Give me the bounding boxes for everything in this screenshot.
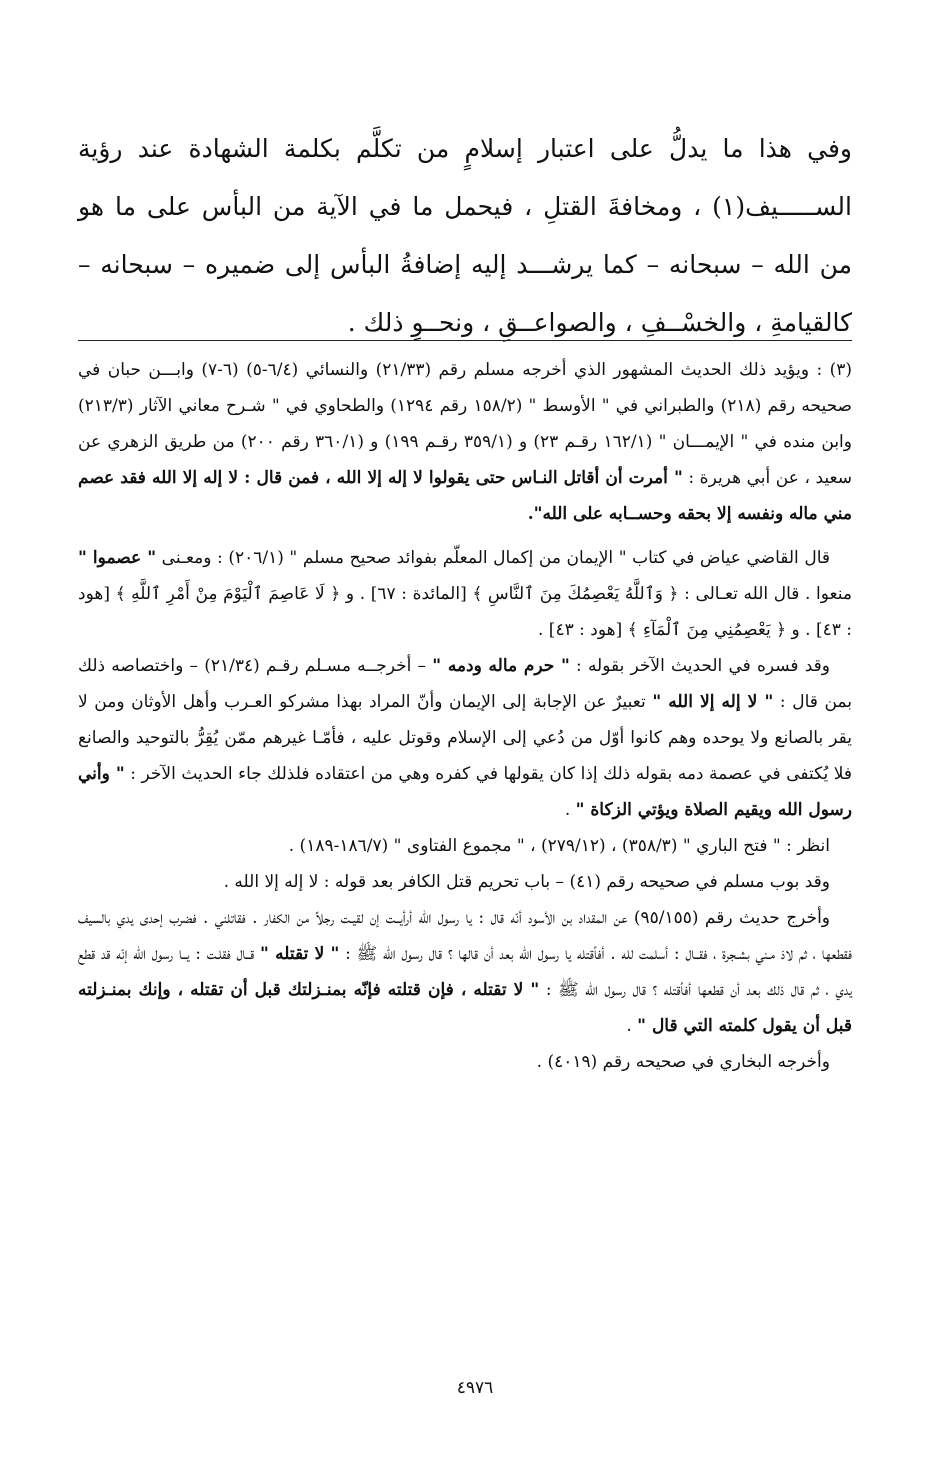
footnote-muslim-chapter: وقد بوب مسلم في صحيحه رقم (٤١) – باب تحريم قتل الكافر بعد قوله : لا إله إلا الله . (223, 872, 830, 892)
main-text-block (78, 120, 852, 352)
explanation-text-d: تعبيرٌ عن الإجابة إلى الإيمان وأنّ المراد بهذا مشركو العـرب وأهل الأوثان ومن لا يقر بالصانع ولا يوحده وهم كانوا أوّل من دُعي إلى الإسلام وقوتل عليه ، فأمّـا غيرهم ممّن يُقِرُّ بالتوحيد والصانع فلا يُكتفى في عصمة دمه بقوله ذلك إذا كان يقولها في كفره وهي من اعتقاده فلذلك جاء الحديث الآخر : (78, 692, 852, 784)
qadi-iyad-text: قال القاضي عياض في كتاب " الإيمان من إكمال المعلّم بفوائد صحيح مسلم " (٢٠٦/١) : ومعـنى (161, 548, 831, 568)
footnotes-block (78, 352, 852, 1080)
main-paragraph: وفي هذا ما يدلُّ على اعتبار إسلامٍ من تكلَّم بكلمة الشهادة عند رؤية الســـــيف(١) ، ومخافةَ القتلِ ، فيحمل ما في الآية من البأس على ما هو من الله – سبحانه – كما يرشـــد إليه إضافةُ البأس إلى ضميره – سبحانه – كالقيامةِ ، والخسْــفِ ، والصواعــقِ ، ونحــوِ ذلك . (78, 134, 852, 337)
footnote-3 (78, 352, 852, 532)
miqdad-text-a: وأخرج حديث رقم (٩٥/١٥٥) عن المقداد بن الأسود أنّه قال : يا رسول الله أرأيــت إن لقيـت رجلاً من الكفار . فقاتلني . فضرب إحدى يدي بالسيف فقطعها ، ثم لاذ مـني بشـجرة ، فقــال : أسلمت لله . أفأقتله يا رسول الله بعد أن قالها ؟ قال رسول الله ﷺ : (78, 908, 852, 964)
explanation-quote-3: " وأني رسول الله ويقيم الصلاة ويؤتي الزكاة " (78, 764, 852, 820)
footnote-3-intro: (٣) : ويؤيد ذلك الحديث المشهور الذي أخرجه مسلم رقم (٢١/٣٣) والنسائي (٦/٤-٥) (٦-٧) وابـــن حبان في صحيحه رقم (٢١٨) والطبراني في " الأوسط " (١٥٨/٢ رقم ١٢٩٤) والطحاوي في " شـرح معاني الآثار (٢١٣/٣) وابن منده في " الإيمـــان " (١٦٢/١ رقـم ٢٣) و (٣٥٩/١ رقـم ١٩٩) و (٣٦٠/١ رقم ٢٠٠) من طريق الزهري عن سعيد ، عن أبي هريرة : (78, 360, 852, 488)
miqdad-quote-1: " لا تقتله " (260, 944, 340, 964)
footnote-paragraph-explanation (78, 648, 852, 828)
miqdad-quote-2: " لا تقتله ، فإن قتلته فإنّه بمنـزلتك قبل أن تقتله ، وإنك بمنـزلته قبل أن يقول كلمته التي قال " (78, 980, 852, 1036)
explanation-quote-1: " حرم ماله ودمه " (432, 656, 570, 676)
footnote-divider (78, 340, 852, 341)
footnote-bukhari: وأخرجه البخاري في صحيحه رقم (٤٠١٩) . (536, 1052, 830, 1072)
miqdad-text-c: قــال فقلـت : يــا رسول الله إنّه قد قطع يدي ، ثم قال ذلك بعد أن قطعها أفأقتله ؟ قال رسول الله ﷺ : (78, 944, 853, 1000)
miqdad-end: . (626, 1016, 632, 1036)
explanation-text-c: – أخرجــه مسـلم رقـم (٢١/٣٤) – واختصاصه ذلك بمن قال : (78, 656, 852, 712)
qadi-iyad-verses: منعوا . قال الله تعـالى : ﴿ وَٱللَّهُ يَعْصِمُكَ مِنَ ٱلنَّاسِ ﴾ [المائدة : ٦٧] . و ﴿ لَا عَاصِمَ ٱلْيَوْمَ مِنْ أَمْرِ ٱللَّهِ ﴾ [هود : ٤٣] . و ﴿ يَعْصِمُنِي مِنَ ٱلْمَآءِ ﴾ [هود : ٤٣] . (78, 584, 852, 640)
page-number: ٤٩٧٦ (456, 1378, 494, 1398)
footnote-3-hadith: " أمرت أن أقاتل النـاس حتى يقولوا لا إله إلا الله ، فمن قال : لا إله إلا الله فقد عصم مني ماله ونفسه إلا بحقه وحســابه على الله". (78, 468, 852, 524)
footnote-paragraph-qadi-iyad (78, 540, 852, 648)
qadi-iyad-term: " عصموا " (78, 548, 157, 568)
explanation-end: . (564, 800, 571, 820)
footnote-references: انظر : " فتح الباري " (٣٥٨/٣) ، (٢٧٩/١٢) ، " مجموع الفتاوى " (١٨٦/٧-١٨٩) . (288, 836, 830, 856)
footnote-miqdad-hadith (78, 900, 852, 1044)
explanation-text-a: وقد فسره في الحديث الآخر بقوله : (576, 656, 830, 676)
explanation-quote-2: " لا إله إلا الله " (652, 692, 774, 712)
